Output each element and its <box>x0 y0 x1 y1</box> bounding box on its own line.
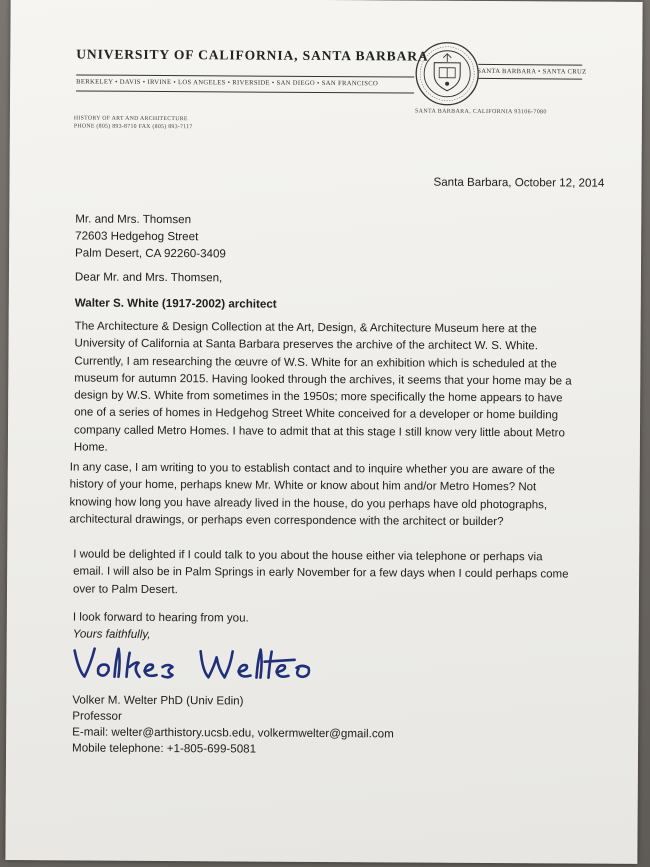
paragraph-3 <box>73 546 569 601</box>
letterhead-rule-right-bottom <box>478 78 582 80</box>
paragraph-line: knowing how long you have already lived in the house, do you perhaps have old photographs, <box>69 496 548 511</box>
salutation: Dear Mr. and Mrs. Thomsen, <box>74 270 223 285</box>
paragraph-line: one of a series of homes in Hedgehog Street White conceived for a developer or home building <box>74 406 559 422</box>
letterhead-rule-right-top <box>478 64 582 66</box>
letter-page <box>5 0 642 864</box>
letterhead-rule-bottom <box>76 90 414 93</box>
paragraph-line: Currently, I am researching the œuvre of W.S. White for an exhibition which is scheduled at the <box>74 355 557 371</box>
paragraph-line: design by W.S. White from sometimes in the 1950s; more specifically the home appears to have <box>74 389 563 405</box>
subject-line: Walter S. White (1917-2002) architect <box>74 296 277 311</box>
signatory-title: Professor <box>72 709 122 723</box>
university-name: UNIVERSITY OF CALIFORNIA, SANTA BARBARA <box>76 46 429 64</box>
paragraph-line: company called Metro Homes. I have to admit that at this stage I still know very little about Metro <box>73 424 565 440</box>
paragraph-line: In any case, I am writing to you to establish contact and to inquire whether you are aware of the <box>69 461 556 477</box>
paragraph-line: email. I will also be in Palm Springs in early November for a few days when I could perhaps come <box>73 565 569 581</box>
paragraph-line: history of your home, perhaps knew Mr. White or know about him and/or Metro Homes? Not <box>69 478 537 494</box>
paragraph-line: The Architecture & Design Collection at the Art, Design, & Architecture Museum here at the <box>74 320 537 336</box>
paragraph-line: I would be delighted if I could talk to you about the house either via telephone or perhaps via <box>73 548 543 564</box>
signatory-name: Volker M. Welter PhD (Univ Edin) <box>72 693 244 708</box>
letter-date: Santa Barbara, October 12, 2014 <box>433 175 605 190</box>
recipient-name: Mr. and Mrs. Thomsen <box>75 212 192 227</box>
paragraph-1 <box>74 318 572 459</box>
letterhead-rule-top <box>76 74 414 77</box>
signatory-email: E-mail: welter@arthistory.ucsb.edu, volkermwelter@gmail.com <box>72 725 394 741</box>
department-name: HISTORY OF ART AND ARCHITECTURE <box>73 115 188 123</box>
valediction: Yours faithfully, <box>72 627 151 641</box>
recipient-street: 72603 Hedgehog Street <box>75 229 199 244</box>
paragraph-line: over to Palm Desert. <box>72 583 178 596</box>
campus-list-left: BERKELEY • DAVIS • IRVINE • LOS ANGELES • RIVERSIDE • SAN DIEGO • SAN FRANCISCO <box>76 78 379 88</box>
paragraph-line: architectural drawings, or perhaps even correspondence with the architect or builder? <box>69 513 504 528</box>
closing-line: I look forward to hearing from you. <box>72 610 249 625</box>
handwritten-signature <box>68 640 358 688</box>
paragraph-2 <box>69 459 555 531</box>
campus-list-right: SANTA BARBARA • SANTA CRUZ <box>477 67 587 76</box>
university-seal-icon <box>414 41 480 107</box>
paragraph-line: University of California at Santa Barbara preserves the archive of the architect W. S. White. <box>74 337 538 353</box>
department-phone-fax: PHONE (805) 893-8710 FAX (805) 893-7117 <box>73 123 193 131</box>
paragraph-line: Home. <box>73 441 108 454</box>
signatory-phone: Mobile telephone: +1-805-699-5081 <box>72 741 257 756</box>
recipient-city: Palm Desert, CA 92260-3409 <box>75 246 226 261</box>
university-address: SANTA BARBARA, CALIFORNIA 93106-7080 <box>414 108 547 116</box>
paragraph-line: museum for autumn 2015. Having looked through the archives, it seems that your home may be a <box>74 372 572 388</box>
